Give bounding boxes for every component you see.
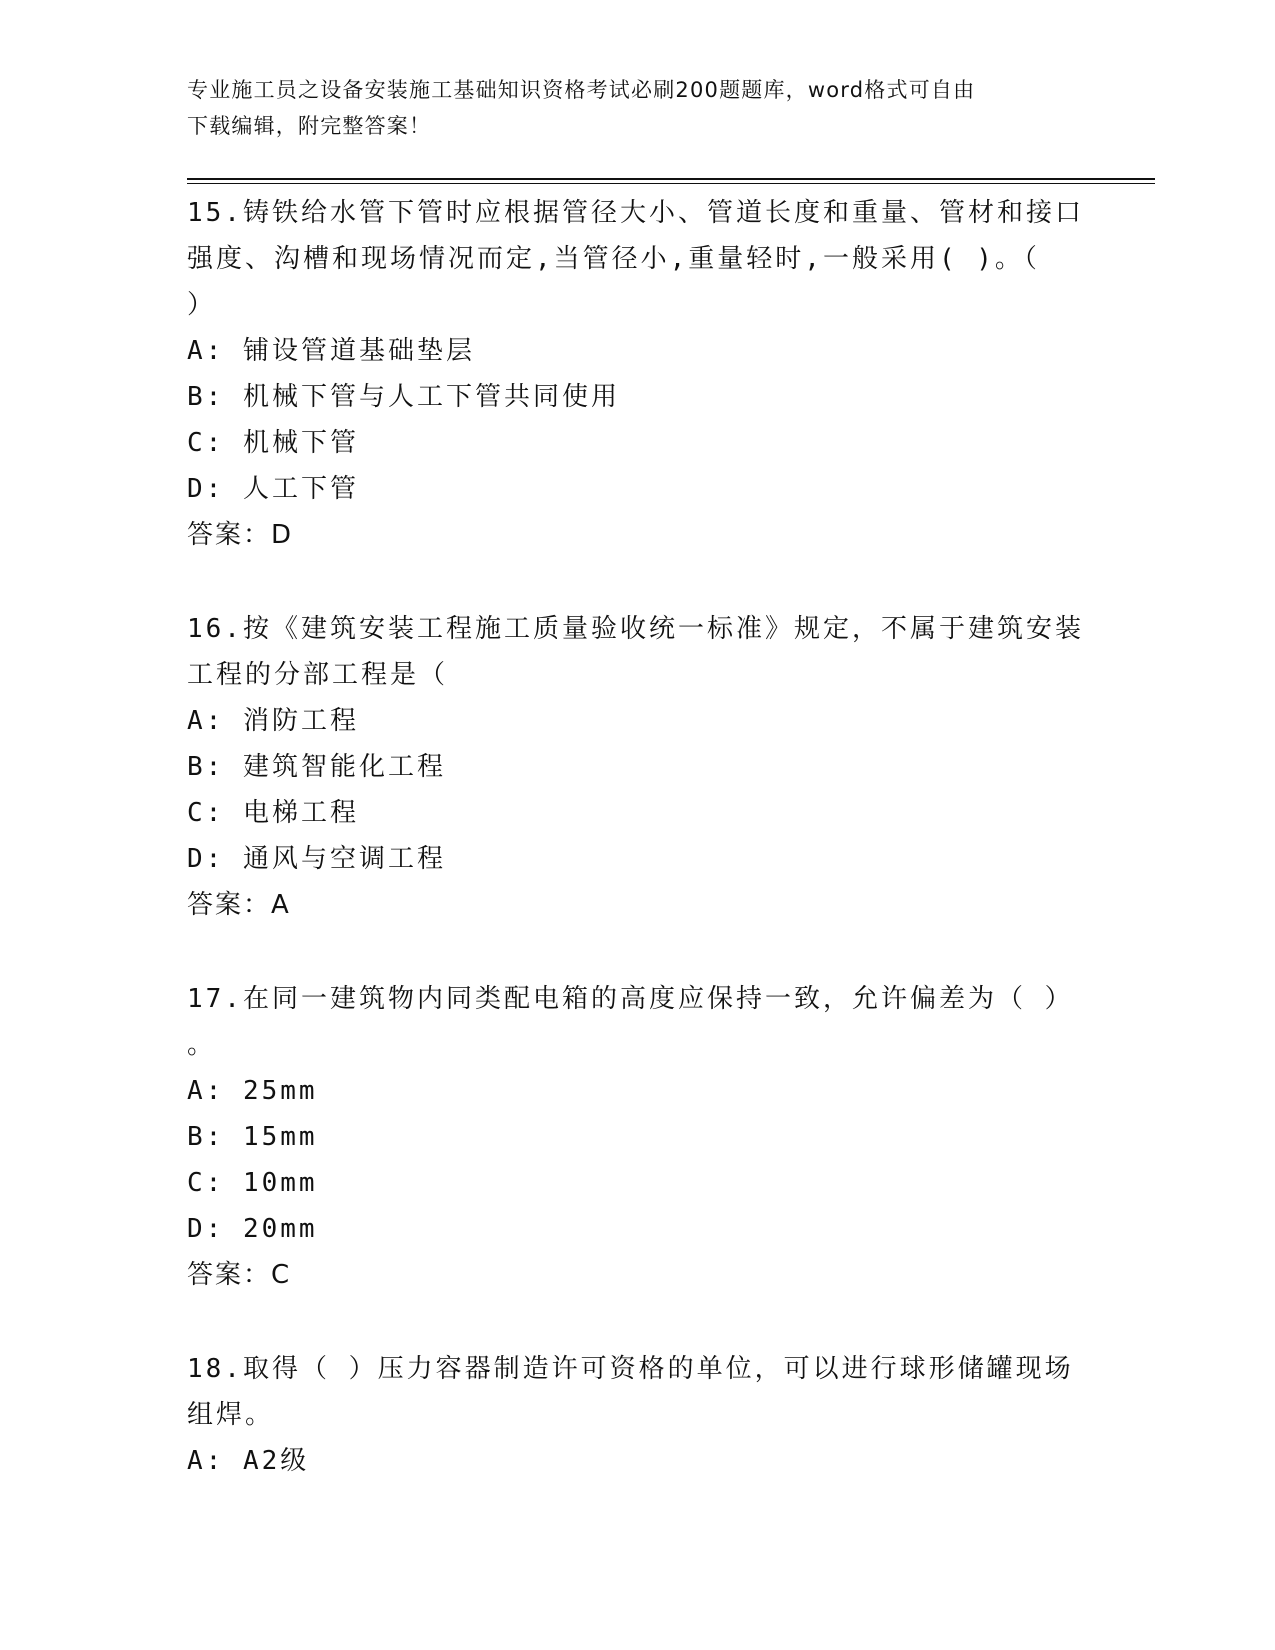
question-text-line: ）	[187, 290, 217, 320]
option-a: A: 25mm	[187, 1076, 318, 1106]
answer: 答案：D	[187, 520, 294, 550]
answer: 答案：A	[187, 890, 291, 920]
question-17	[187, 976, 1087, 1298]
option-d: D: 人工下管	[187, 474, 359, 504]
question-16	[187, 606, 1087, 928]
header-line-2: 下载编辑，附完整答案！	[187, 114, 432, 138]
answer: 答案：C	[187, 1260, 292, 1290]
option-d: D: 通风与空调工程	[187, 844, 446, 874]
question-text-line: 15.铸铁给水管下管时应根据管径大小、管道长度和重量、管材和接口	[187, 198, 1084, 228]
option-b: B: 机械下管与人工下管共同使用	[187, 382, 620, 412]
option-d: D: 20mm	[187, 1214, 318, 1244]
option-c: C: 机械下管	[187, 428, 359, 458]
question-text-line: 。	[187, 1030, 217, 1060]
question-text-line: 16.按《建筑安装工程施工质量验收统一标准》规定，不属于建筑安装	[187, 614, 1084, 644]
question-list	[187, 190, 1087, 1532]
question-18	[187, 1346, 1087, 1484]
option-c: C: 10mm	[187, 1168, 318, 1198]
document-header	[187, 72, 1087, 144]
option-c: C: 电梯工程	[187, 798, 359, 828]
option-a: A: 消防工程	[187, 706, 359, 736]
option-b: B: 建筑智能化工程	[187, 752, 446, 782]
question-text-line: 18.取得（ ）压力容器制造许可资格的单位，可以进行球形储罐现场	[187, 1354, 1074, 1384]
option-a: A: 铺设管道基础垫层	[187, 336, 475, 366]
question-text-line: 17.在同一建筑物内同类配电箱的高度应保持一致，允许偏差为（ ）	[187, 984, 1074, 1014]
header-line-1: 专业施工员之设备安装施工基础知识资格考试必刷200题题库，word格式可自由	[187, 78, 976, 102]
option-a: A: A2级	[187, 1446, 310, 1476]
question-text-line: 强度、沟槽和现场情况而定,当管径小,重量轻时,一般采用( )。（	[187, 244, 1040, 274]
header-divider-thick	[187, 178, 1155, 180]
question-text-line: 组焊。	[187, 1400, 275, 1430]
question-text-line: 工程的分部工程是（	[187, 660, 449, 690]
header-divider-thin	[187, 183, 1155, 184]
option-b: B: 15mm	[187, 1122, 318, 1152]
question-15	[187, 190, 1087, 558]
